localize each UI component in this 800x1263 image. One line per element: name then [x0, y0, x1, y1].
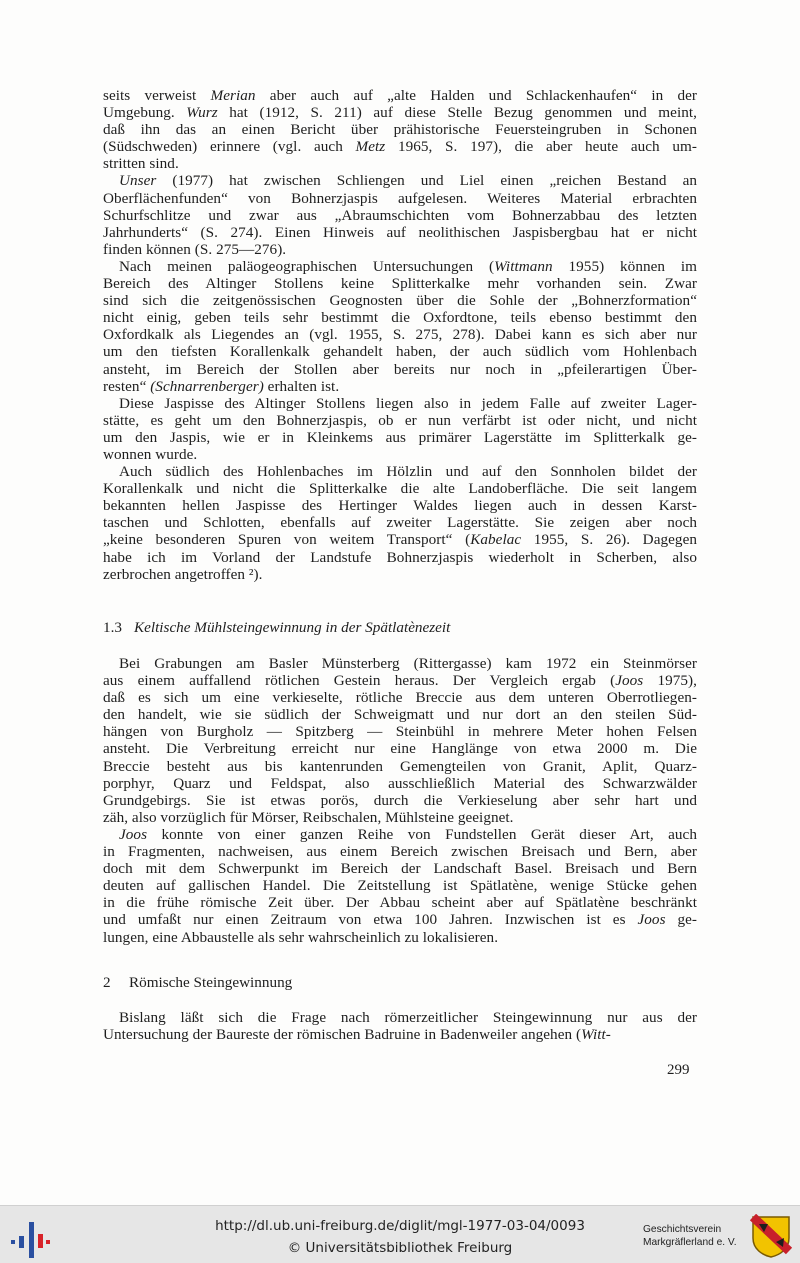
text-line [103, 775, 697, 792]
text-run: habe ich im Vorland der Landstufe Bohnerzjaspis wiederholt in Scherben, also [103, 548, 697, 566]
text-run: sind sich die zeitgenössischen Geognosten über die Sohle der „Bohnerzformation“ [103, 292, 697, 310]
author-name: Merian [210, 87, 256, 104]
author-name: Wittmann [494, 257, 553, 275]
text-line [103, 378, 697, 395]
text-line [103, 1026, 697, 1043]
text-run: den handelt, wie sie südlich der Schweigmatt und nur dort an den steilen Süd- [103, 706, 697, 724]
body-text-middle [103, 655, 697, 946]
text-run: 1965, S. 197), die aber heute auch um- [385, 138, 697, 156]
text-run: ansteht. Die Verbreitung erreicht nur eine Hanglänge von etwa 2000 m. Die [103, 740, 697, 758]
author-name: Joos [119, 825, 148, 843]
text-line [103, 549, 697, 566]
paragraph [103, 87, 697, 172]
text-run: erhalten ist. [263, 377, 340, 395]
text-run: Untersuchung der Baureste der römischen Badruine in Badenweiler angehen ( [103, 1026, 582, 1044]
text-run: daß ihn das an einen Bericht über prähistorische Feuersteingruben in Schonen [103, 121, 697, 139]
text-run: resten“ [103, 377, 151, 395]
text-line [103, 566, 697, 583]
text-run: 1975), [643, 672, 697, 690]
text-run: lungen, eine Abbaustelle als sehr wahrscheinlich zu lokalisieren. [103, 928, 499, 946]
text-line [103, 826, 697, 843]
text-line [103, 87, 697, 104]
text-line [103, 241, 697, 258]
text-run: Bereich des Altinger Stollens keine Splitterkalke mehr vorhanden sein. Zwar [103, 275, 697, 293]
text-line [103, 429, 697, 446]
text-line [103, 463, 697, 480]
text-line [103, 894, 697, 911]
paragraph [103, 826, 697, 946]
society-line-2: Markgräflerland e. V. [643, 1237, 737, 1248]
paragraph [103, 172, 697, 257]
copyright-notice: © Universitätsbibliothek Freiburg [287, 1240, 513, 1256]
text-run: Grundgebirgs. Sie ist etwas porös, durch die Verkieselung aber sehr hart und [103, 791, 697, 809]
text-line [103, 224, 697, 241]
text-line [103, 911, 697, 928]
text-line [103, 292, 697, 309]
text-run: (1977) hat zwischen Schliengen und Liel einen „reichen Bestand an [156, 172, 697, 190]
text-run: deuten auf gallischen Handel. Die Zeitstellung ist Spätlatène, wenige Stücke gehen [103, 877, 697, 895]
text-line [103, 361, 697, 378]
text-run: stätte, es geht um den Bohnerzjaspis, ob er nun verfärbt ist oder nicht, und nicht [103, 411, 697, 429]
section-title: Römische Steingewinnung [129, 974, 293, 991]
text-run: in Fragmenten, nachweisen, aus einem Bereich zwischen Breisach und Bern, aber [103, 843, 697, 861]
text-line [103, 480, 697, 497]
text-run: Bislang läßt sich die Frage nach römerzeitlicher Steingewinnung nur aus der [119, 1009, 697, 1026]
text-line [103, 758, 697, 775]
text-line [103, 326, 697, 343]
viewer-footer [0, 1205, 800, 1263]
body-text-bottom [103, 1009, 697, 1043]
text-run: Schurfschlitze und zwar aus „Abraumschichten vom Bohnerzabbau des letzten [103, 206, 697, 224]
text-run: Korallenkalk und nicht die Splitterkalke die alte Landoberfläche. Die seit langem [103, 480, 697, 498]
text-line [103, 138, 697, 155]
text-run: aber auch auf „alte Halden und Schlackenhaufen“ in der [255, 87, 697, 104]
author-name: Joos [637, 911, 666, 929]
text-line [103, 514, 697, 531]
text-line [103, 395, 697, 412]
paragraph [103, 395, 697, 463]
section-number: 2 [103, 974, 111, 991]
text-run: nicht einig, geben teils sehr bestimmt die Oxfordtone, teils ebenso bestimmt den [103, 309, 697, 327]
section-heading-1-3 [103, 619, 450, 636]
text-line [103, 172, 697, 189]
society-line-1: Geschichtsverein [643, 1224, 722, 1235]
text-line [103, 723, 697, 740]
text-run: Bei Grabungen am Basler Münsterberg (Rittergasse) kam 1972 ein Steinmörser [119, 655, 697, 672]
text-run: Oxfordkalk als Liegendes an (vgl. 1955, S. 275, 278). Dabei kann es sich aber nur [103, 326, 697, 344]
section-title: Keltische Mühlsteingewinnung in der Spätlatènezeit [134, 619, 451, 636]
text-run: 1955) können im [552, 257, 697, 275]
text-line [103, 258, 697, 275]
paragraph [103, 463, 697, 583]
text-run: Jahrhunderts“ (S. 274). Einen Hinweis auf neolithischen Jaspisbergbau hat er nicht [103, 223, 697, 241]
text-run: doch mit dem Schwerpunkt im Bereich der Landschaft Basel. Breisach und Bern [103, 860, 697, 878]
section-heading-2 [103, 974, 292, 991]
paragraph [103, 258, 697, 395]
author-name: Wurz [186, 104, 218, 122]
text-line [103, 343, 697, 360]
text-run: in die frühe römische Zeit über. Der Abbau scheint aber auf Spätlatène beschränkt [103, 894, 697, 912]
text-line [103, 446, 697, 463]
text-line [103, 497, 697, 514]
text-run: bekannten hellen Jaspisse des Hertinger Waldes liegen auch in dessen Karst- [103, 497, 697, 515]
text-run: wonnen wurde. [103, 445, 198, 463]
text-run: Auch südlich des Hohlenbaches im Hölzlin und auf den Sonnholen bildet der [119, 463, 697, 481]
text-line [103, 706, 697, 723]
text-run: Nach meinen paläogeographischen Untersuchungen ( [119, 257, 495, 275]
text-line [103, 309, 697, 326]
text-line [103, 155, 697, 172]
text-line [103, 792, 697, 809]
text-run: konnte von einer ganzen Reihe von Fundstellen Gerät dieser Art, auch [147, 825, 697, 843]
text-run: Umgebung. [103, 104, 187, 122]
text-run: seits verweist [103, 87, 211, 104]
text-line [103, 121, 697, 138]
author-name: Joos [615, 672, 644, 690]
author-name: Unser [119, 172, 157, 190]
section-number: 1.3 [103, 619, 122, 636]
text-line [103, 860, 697, 877]
text-run: hängen von Burgholz — Spitzberg — Steinbühl in mehrere Meter hohen Felsen [103, 723, 697, 741]
author-name: (Schnarrenberger) [150, 377, 264, 395]
text-run: zerbrochen angetroffen ²). [103, 565, 263, 583]
text-line [103, 531, 697, 548]
text-run: daß es sich um eine verkieselte, rötliche Breccie aus dem unteren Oberrotliegen- [103, 689, 697, 707]
text-run: finden können (S. 275—276). [103, 240, 287, 258]
text-line [103, 809, 697, 826]
text-run: und umfaßt nur einen Zeitraum von etwa 100 Jahren. Inzwischen ist es [103, 911, 638, 929]
text-line [103, 929, 697, 946]
text-run: stritten sind. [103, 155, 179, 173]
text-line [103, 1009, 697, 1026]
text-run: „keine besonderen Spuren von weitem Transport“ ( [103, 531, 471, 549]
text-run: 1955, S. 26). Dagegen [521, 531, 698, 549]
author-name: Kabelac [470, 531, 522, 549]
text-line [103, 655, 697, 672]
text-run: um den tiefsten Korallenkalk gehandelt haben, der auch südlich vom Hohlenbach [103, 343, 697, 361]
body-text-top [103, 87, 697, 583]
text-run: ansteht, im Bereich der Stollen aber bereits nur noch in „pfeilerartigen Über- [103, 360, 697, 378]
text-line [103, 740, 697, 757]
text-run: aus einem auffallend rötlichen Gestein heraus. Der Vergleich ergab ( [103, 672, 616, 690]
text-line [103, 190, 697, 207]
text-run: zäh, also vorzüglich für Mörser, Reibschalen, Mühlsteine geeignet. [103, 808, 514, 826]
text-line [103, 104, 697, 121]
text-run: Diese Jaspisse des Altinger Stollens liegen also in jedem Falle auf zweiter Lager- [119, 394, 697, 412]
text-run: (Südschweden) erinnere (vgl. auch [103, 138, 356, 156]
text-run: ge- [665, 911, 698, 929]
author-name: Witt- [581, 1026, 611, 1044]
text-run: porphyr, Quarz und Feldspat, also ausschließlich Material des Schwarzwälder [103, 774, 697, 792]
permalink-url[interactable]: http://dl.ub.uni-freiburg.de/diglit/mgl-1977-03-04/0093 [215, 1218, 585, 1234]
text-line [103, 843, 697, 860]
text-line [103, 207, 697, 224]
text-run: hat (1912, S. 211) auf diese Stelle Bezug genommen und meint, [217, 104, 697, 122]
text-line [103, 672, 697, 689]
text-run: um den Jaspis, wie er in Kleinkems aus primärer Lagerstätte im Splitterkalk ge- [103, 428, 697, 446]
text-run: Breccie besteht aus bis kantenrunden Gemengteilen von Granit, Aplit, Quarz- [103, 757, 697, 775]
coat-of-arms-icon[interactable] [750, 1214, 792, 1258]
text-line [103, 877, 697, 894]
text-run: Oberflächenfunden“ von Bohnerzjaspis aufgelesen. Weiteres Material erbrachten [103, 189, 697, 207]
society-name [643, 1223, 753, 1249]
text-line [103, 275, 697, 292]
page-number: 299 [667, 1062, 690, 1078]
text-line [103, 412, 697, 429]
author-name: Metz [355, 138, 386, 156]
paragraph [103, 1009, 697, 1043]
text-line [103, 689, 697, 706]
paragraph [103, 655, 697, 826]
text-run: taschen und Schlotten, ebenfalls auf zweiter Lagerstätte. Sie zeigen aber noch [103, 514, 697, 532]
